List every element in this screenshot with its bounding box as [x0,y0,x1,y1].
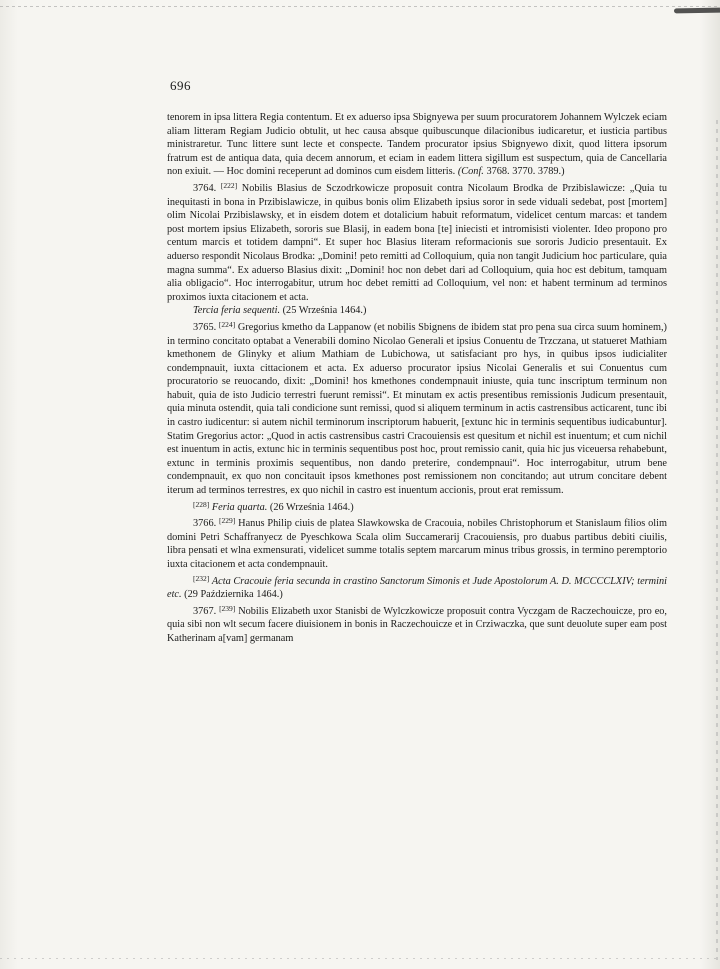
scan-top-edge [0,6,720,7]
page-reference: [224] [218,319,236,329]
entry-number: 3767. [193,605,217,617]
document-body [167,111,667,646]
entry-3766: 3766. [229] Hanus Philip ciuis de platea Slawkowska de Cracouia, nobiles Christophorum et Stanislaum filios olim domini Petri Schaffranyecz de Pyeschkowa Scala olim Succamerarij Cracouiensis, pro duabus partibus debiti ciuilis, libra pensati et wlna exmensurati, videlicet summe totalis septem marcarum minus tribus grossis, in termino peremptorio iuxta citacionem et acta condempnauit. [167,516,667,570]
page-reference: [232] [193,573,210,583]
page-number: 696 [170,78,191,93]
page-reference: [239] [219,603,236,613]
page-reference: [229] [219,516,236,526]
page-reference: [222] [220,180,238,190]
scan-right-edge [716,120,718,960]
entry-3765: 3765. [224] Gregorius kmetho da Lappanow (et nobilis Sbignens de ibidem stat pro pena sua circa suum hominem,) in termino concitato optabat a Venerabili domino Nicolao Generali et ipsius Conuentu de Trzczana, ut statueret Mathiam kmethonem de Glinyky et alium Mathiam de Lubichowa, ut satisfaciant pro hys, in quibus ipsos iudicialiter condempnauit, iuxta cittacionem et acta. Ex aduerso procurator ipsius Nicolai Generalis et sui Conuentus cum procuratorio se reuocando, dixit: „Domini! hos kmethones condempnauit iniuste, quia tunc inscriptum terminum non habuit, quia de isto Judicio terrestri fuerunt remissi“. Et minutam ex actis presentibus remissionis Judicum presentauit, quia minuta ostendit, quia tali condicione sunt remissi, quod si aliquem terminum in actis castrensibus acticarent, tunc ibi in castro iudicentur: si autem nichil terminorum inscriptorum habuerit, [extunc hic in terminis sequentibus iudicabuntur]. Statim Gregorius actor: „Quod in actis castrensibus castri Cracouiensis est quesitum et nichil est inuentum; et cum nichil est inuentum in actis, extunc hic in terminis sequentibus post hoc, prout remissio canit, quia hic jus viceuersa rehabebunt, extunc in terminis proximis sequentibus, non dando preterire, condempnaui“. Hoc interrogabitur, utrum bene condempnauit, ex quo non concitauit ipsos kmethones post remissionem non concitando; aut utrum concitare debent iterum ad terminos terrestres, ex quo nichil in castro est inuentum accionis, prout erat remissum. [167,319,667,497]
scan-corner-mark [674,8,720,14]
scan-bottom-edge [0,958,720,959]
entry-number: 3765. [193,321,217,333]
entry-number: 3766. [193,518,217,530]
page-reference: [228] [193,499,210,509]
entry-number: 3764. [193,182,217,194]
entry-3764: 3764. [222] Nobilis Blasius de Sczodrkowicze proposuit contra Nicolaum Brodka de Przibislawicze: „Quia tu inequitasti in bona in Przibislawicze, in quibus bonis olim Elizabeth ipsius soror in sede viduali sedebat, post [mortem] olim Nicolai Przibislawsky, et in eisdem dotem et dotalicium habuit reformatum, videlicet centum marcas: et tandem post mortem ipsius Elizabeth, sororis sue Blasij, in eadem bona [te] iniecisti et intromisisti violenter. Ideo propono pro centum marcis et totidem dampni“. Et super hoc Blasius literam reformacionis sue sororis Judicio presentauit. Ex aduerso respondit Nicolaus Brodka: „Domini! peto remitti ad Colloquium, quia non tangit Judicium hoc particulare, quia magna summa“. Ex aduerso Blasius dixit: „Domini! hoc non debet dari ad Colloquium, quia hoc est debitum, tamquam alia obligacio“. Hoc interrogabitur, utrum hoc debet remitti ad Colloquium, vel non: et habent terminum ad terminos proximos iuxta citacionem et acta. [167,180,668,303]
date-heading: [232] Acta Cracouie feria secunda in crastino Sanctorum Simonis et Jude Apostolorum A. D. MCCCCLXIV; termini etc. (29 Października 1464.) [167,573,667,601]
entry-3767: 3767. [239] Nobilis Elizabeth uxor Stanisbi de Wylczkowicze proposuit contra Vyczgam de Raczechouicze, pro eo, quia sibi non wlt secum facere diuisionem in bonis in Raczechouicze et in Crziwaczka, que sunt deuolute super eam post Katherinam a[vam] germanam [167,603,667,644]
date-heading: Tercia feria sequenti. (25 Września 1464.) [193,305,367,317]
date-heading: [228] Feria quarta. (26 Września 1464.) [193,499,354,513]
paragraph-continuation: tenorem in ipsa littera Regia contentum. Et ex aduerso ipsa Sbignyewa per suum procuratorem Johannem Wylczek eciam aliam litteram Regiam Judicio obtulit, ut hec causa absque quibuscunque dilacionibus iudicaretur, et iusticia partibus ministraretur. Tunc littere sunt lecte et conspecte. Tandem procurator ipsius Sbignyewo dixit, quod littera ipsorum fratrum est de antiqua data, quia decem annorum, et eciam in eadem littera sigillum est suspectum, quia de Cancellaria non exiuit. — Hoc domini receperunt ad dominos cum eisdem litteris. (Conf. 3768. 3770. 3789.) [167,112,667,178]
